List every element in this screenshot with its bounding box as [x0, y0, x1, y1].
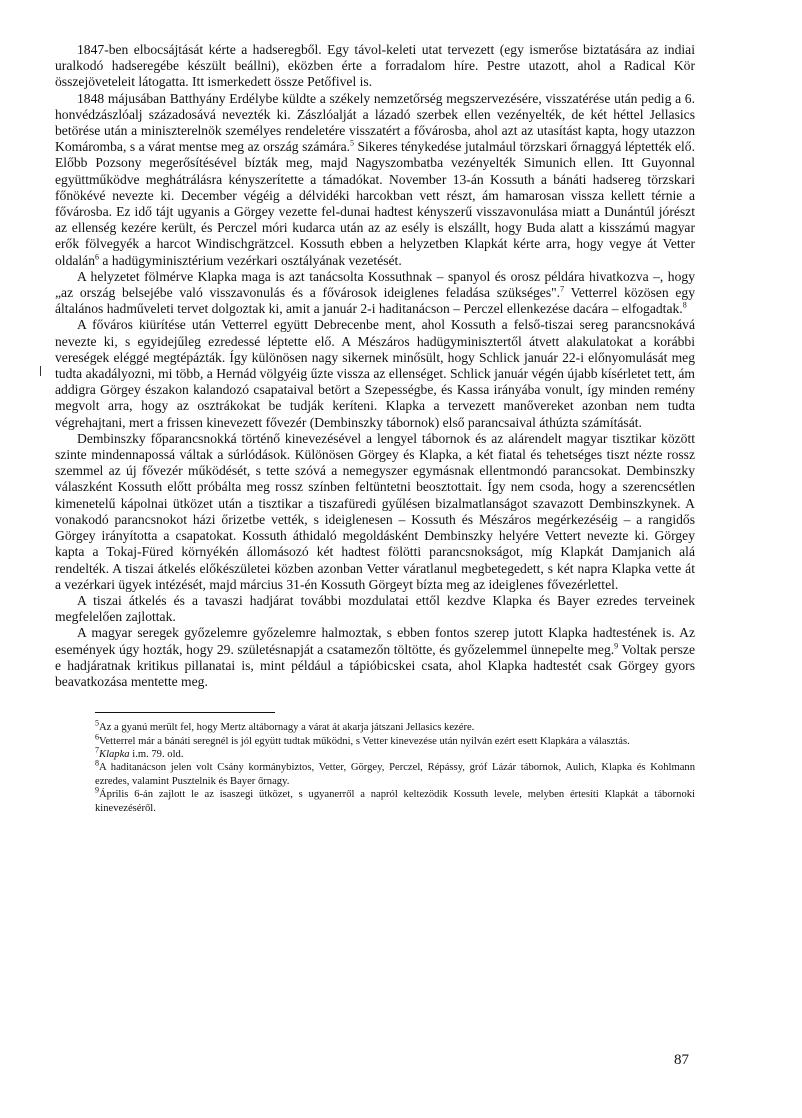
paragraph-text: A tiszai átkelés és a tavaszi hadjárat további mozdulatai ettől kezdve Klapka és Bayer ezredes terveinek megfelelően zajlottak. — [55, 592, 695, 625]
margin-mark — [40, 366, 41, 376]
paragraph — [55, 625, 695, 690]
footnote-reference: 8 — [682, 300, 687, 310]
footnote — [95, 745, 695, 761]
footnote-marker: 9 — [95, 785, 99, 795]
paragraph-text: A magyar seregek győzelemre győzelemre halmoztak, s ebben fontos szerep jutott Klapka hadtestének is. Az események úgy hozták, hogy 29. születésnapját a csatamezőn töltötte, és győzelemmel ünnepelte meg. — [55, 625, 695, 657]
paragraph-text: 1847-ben elbocsájtását kérte a hadseregből. Egy távol-keleti utat tervezett (egy ismerőse biztatására az indiai uralkodó hadseregébe készült beállni), eközben érte a forradalom híre. Pestre utazott, ahol a Radical Kör összejöveteleit látogatta. Itt ismerkedett össze Petőfivel is. — [55, 42, 695, 90]
paragraph-text: A helyzetet fölmérve Klapka maga is azt tanácsolta Kossuthnak – spanyol és orosz példára hivatkozva –, hogy „az ország belsejébe való visszavonulás és a fővárosok ideiglenes feladása szükséges". — [55, 268, 695, 301]
footnote-text: Klapka — [99, 748, 130, 760]
paragraph-text: 1848 májusában Batthyány Erdélybe küldte a székely nemzetőrség megszervezésére, visszatérése után pedig a 6. honvédzászlóalj századosává nevezték ki. Zászlóalját a lázadó szerbek ellen vezényelték, de két héttel Jellasics betörése után a miniszterelnök személyes rendeletére visszatért a fővárosba, ahol azt az utasítást kapta, hogy utazzon Komáromba, s a várat mentse meg az ország számára. — [55, 90, 695, 155]
footnote — [95, 718, 695, 734]
paragraph-text: Voltak persze e hadjáratnak kritikus pillanatai is, mint például a tápióbicskei csata, ahol Klapka hadtestét csak Görgey gyors beavatkozása mentette meg. — [55, 641, 695, 689]
body-text — [55, 42, 695, 690]
footnote-text: A haditanácson jelen volt Csány kormánybiztos, Vetter, Görgey, Perczel, Répássy, gróf Lázár tábornok, Aulich, Klapka és Kohlmann ezredes, valamint Pusztelnik és Bayer őrnagy. — [95, 762, 695, 787]
paragraph — [55, 269, 695, 318]
footnote-text-rest: i.m. 79. old. — [129, 748, 184, 760]
page-number: 87 — [674, 1052, 689, 1068]
paragraph — [55, 317, 695, 430]
paragraph-text: a hadügyminisztérium vezérkari osztályának vezetését. — [99, 252, 402, 268]
footnote-text: Az a gyanú merült fel, hogy Mertz altábornagy a várat át akarja játszani Jellasics kezére. — [99, 722, 475, 734]
footnote — [95, 732, 695, 748]
footnote-reference: 6 — [95, 252, 100, 262]
footnote-marker: 6 — [95, 732, 99, 741]
footnote-reference: 7 — [560, 284, 565, 294]
paragraph — [55, 42, 695, 91]
footnotes — [95, 718, 695, 815]
paragraph-text: Sikeres ténykedése jutalmául törzskari őrnaggyá léptették elő. Előbb Pozsony megerősítésével bízták meg, majd Nagyszombatba vezényelték Simunich ellen. Itt Guyonnal együttműködve meghátrálásra kényszerítette a támadókat. November 13-án Kossuth a bánáti hadsereg törzskari főnökévé nevezte ki. December végéig a délvidéki harcokban vett részt, ám hamarosan vissza kellett térnie a fővárosba. Ez idő tájt ugyanis a Görgey vezette fel-dunai hadtest kényszerű visszavonulása miatt a Dunántúl jórészt az ellenség kezére került, és Perczel móri kudarca után az az esély is elszállt, hogy Buda alatt a kisszámú magyar erők fölvegyék a harcot Windischgrätzcel. Kossuth ebben a helyzetben Klapkát kérte arra, hogy vegye át Vetter oldalán — [55, 139, 695, 268]
paragraph — [55, 431, 695, 593]
footnote-text: Április 6-án zajlott le az isaszegi ütközet, s ugyanerről a napról keltezödik Kossuth levele, melyben értesíti Klapkát a tábornoki kinevezéséről. — [95, 789, 695, 814]
footnote-marker: 7 — [95, 745, 99, 755]
footnote-reference: 9 — [614, 640, 619, 650]
footnote-marker: 5 — [95, 718, 99, 728]
page-content — [55, 42, 695, 815]
footnote-divider — [95, 712, 275, 713]
paragraph-text: Dembinszky főparancsnokká történő kinevezésével a lengyel tábornok és az alárendelt magyar tisztikar között szinte mindennapossá váltak a súrlódások. Különösen Görgey és Klapka, a két fiatal és tehetséges tiszt nézte rossz szemmel az új fővezér működését, s tette szóvá a nemegyszer egymásnak ellentmondó parancsokat. Dembinszky válaszként Kossuth előtt próbálta meg rossz színben feltüntetni beosztottait. Így nem csoda, hogy a szerencsétlen kimenetelű kápolnai ütközet után a tisztikar a tiszafüredi gyűlésen bizalmatlanságot szavazott Dembinszkynek. A vonakodó parancsnokot házi őrizetbe vették, s ideiglenesen – Kossuth és Mészáros megérkezéséig – a rangidős Görgey irányította a csapatokat. Kossuth áthidaló megoldásként Dembinszky helyére Vettert nevezte ki. Görgey kapta a Tokaj-Füred környékén állomásozó két hadtest fölötti parancsnokságot, míg Klapkát Damjanich alá rendelték. A tiszai átkelés előkészületei közben azonban Vetter váratlanul megbetegedett, s két napra Klapka vette át a vezérkari ügyek intézését, majd március 31-én Kossuth Görgeyt bízta meg az ideiglenes fővezérlettel. — [55, 430, 695, 592]
footnote-text: Vetterrel már a bánáti seregnél is jól együtt tudtak működni, s Vetter kinevezése után nyilván ezért esett Klapkára a választás. — [99, 735, 630, 747]
footnote-marker: 8 — [95, 758, 99, 768]
footnote — [95, 758, 695, 788]
footnote — [95, 785, 695, 815]
footnote-reference: 5 — [350, 138, 354, 148]
paragraph-text: Vetterrel közösen egy általános hadműveleti tervet dolgoztak ki, amit a január 2-i haditanácson – Perczel ellenkezése dacára – elfogadtak. — [55, 285, 696, 317]
paragraph — [55, 91, 695, 269]
paragraph-text: A főváros kiürítése után Vetterrel együtt Debrecenbe ment, ahol Kossuth a felső-tiszai sereg parancsnokává nevezte ki, s egyidejűleg ezredessé léptette elő. A Mészáros hadügyminisztertől átvett alakulatokat a korábbi vereségek eléggé megtépázták. Így különösen nagy sikernek minősült, hogy Schlick január 22-i előnyomulását meg tudta akadályozni, mi több, a Hernád völgyéig űzte vissza az ellenséget. Schlick január végén újabb kísérletet tett, ám addigra Görgey északon kalandozó csapataival betört a Szepességbe, és Kassa irányába vonult, így minden remény megvolt arra, hogy az osztrákokat be tudják keríteni. Klapka a tervezett manővereket azonban nem tudta végrehajtani, mert a frissen kinevezett fővezér (Dembinszky tábornok) első parancsaival áthúzta számítását. — [55, 317, 695, 430]
paragraph — [55, 593, 695, 625]
